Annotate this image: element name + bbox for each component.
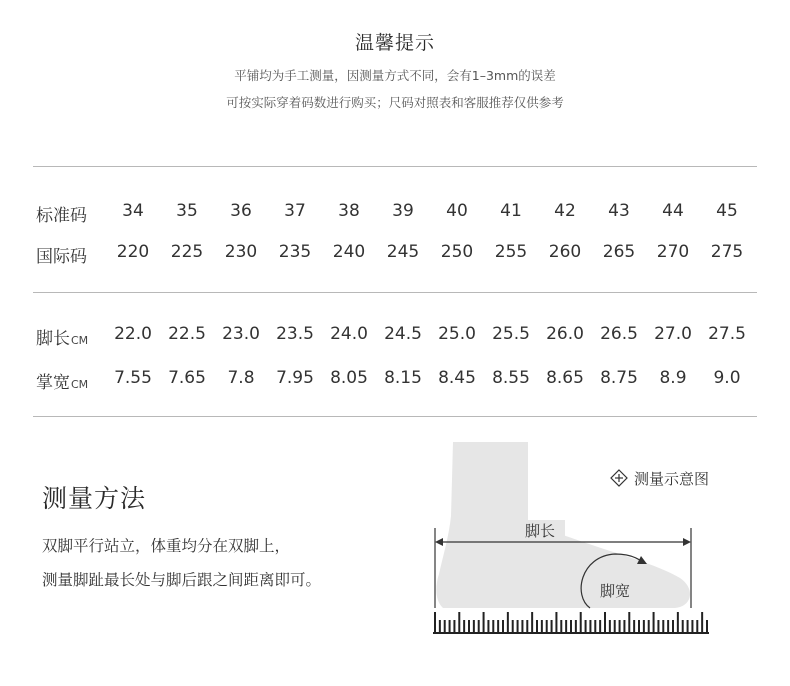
size-cell: 8.05 [330, 368, 368, 388]
size-cell: 225 [170, 242, 204, 262]
size-cell: 34 [122, 201, 144, 221]
size-cell: 38 [338, 201, 360, 221]
width-label: 脚宽 [599, 582, 631, 600]
size-cell: 35 [176, 201, 198, 221]
size-row [0, 242, 790, 266]
size-cell: 36 [230, 201, 252, 221]
size-cell: 270 [656, 242, 690, 262]
foot-diagram [425, 436, 715, 636]
size-cell: 24.0 [330, 324, 368, 344]
method-title: 测量方法 [42, 484, 147, 513]
diagram-legend [610, 468, 709, 491]
size-cell: 230 [224, 242, 258, 262]
size-row [0, 368, 790, 392]
size-cell: 39 [392, 201, 414, 221]
size-cell: 22.5 [168, 324, 206, 344]
row-label [36, 242, 87, 267]
size-cell: 24.5 [384, 324, 422, 344]
size-cell: 9.0 [713, 368, 741, 388]
method-line-1: 双脚平行站立，体重均分在双脚上， [42, 537, 291, 555]
size-cell: 275 [710, 242, 744, 262]
method-line-2: 测量脚趾最长处与脚后跟之间距离即可。 [42, 571, 322, 589]
divider-top [33, 166, 757, 167]
size-cell: 42 [554, 201, 576, 221]
size-cell: 23.5 [276, 324, 314, 344]
size-cell: 25.0 [438, 324, 476, 344]
row-label [36, 368, 88, 393]
size-cell: 7.65 [168, 368, 206, 388]
size-cell: 8.15 [384, 368, 422, 388]
size-cell: 26.5 [600, 324, 638, 344]
length-arrow-right-head [683, 538, 691, 546]
notice-line-2: 可按实际穿着码数进行购买；尺码对照表和客服推荐仅供参考 [226, 95, 564, 110]
size-cell: 235 [278, 242, 312, 262]
size-cell: 23.0 [222, 324, 260, 344]
size-cell: 8.75 [600, 368, 638, 388]
size-cell: 245 [386, 242, 420, 262]
row-label-unit: CM [71, 334, 89, 347]
row-label [36, 201, 87, 226]
size-cell: 45 [716, 201, 738, 221]
row-label-unit: CM [71, 378, 89, 391]
divider-middle [33, 292, 757, 293]
size-cell: 265 [602, 242, 636, 262]
notice-line-1: 平铺均为手工测量，因测量方式不同，会有1–3mm的误差 [234, 68, 556, 83]
size-cell: 27.0 [654, 324, 692, 344]
size-cell: 250 [440, 242, 474, 262]
row-label [36, 324, 88, 349]
row-label-text: 脚长 [36, 329, 70, 349]
size-row [0, 201, 790, 225]
size-cell: 8.9 [659, 368, 687, 388]
size-cell: 220 [116, 242, 150, 262]
size-cell: 27.5 [708, 324, 746, 344]
row-label-text: 掌宽 [36, 373, 70, 393]
size-cell: 22.0 [114, 324, 152, 344]
foot-diagram-svg [425, 436, 715, 636]
size-cell: 7.55 [114, 368, 152, 388]
size-cell: 43 [608, 201, 630, 221]
ruler [433, 612, 709, 633]
size-cell: 8.45 [438, 368, 476, 388]
size-cell: 240 [332, 242, 366, 262]
divider-bottom [33, 416, 757, 417]
compass-icon [610, 469, 628, 491]
legend-label: 测量示意图 [634, 470, 710, 488]
size-cell: 8.65 [546, 368, 584, 388]
size-cell: 8.55 [492, 368, 530, 388]
row-label-text: 国际码 [36, 247, 87, 267]
size-cell: 26.0 [546, 324, 584, 344]
size-row [0, 324, 790, 348]
length-label: 脚长 [524, 522, 556, 540]
size-cell: 7.8 [227, 368, 255, 388]
size-cell: 44 [662, 201, 684, 221]
size-cell: 40 [446, 201, 468, 221]
notice-title: 温馨提示 [354, 32, 435, 54]
size-cell: 255 [494, 242, 528, 262]
size-cell: 7.95 [276, 368, 314, 388]
size-cell: 37 [284, 201, 306, 221]
row-label-text: 标准码 [36, 206, 87, 226]
size-cell: 260 [548, 242, 582, 262]
size-cell: 41 [500, 201, 522, 221]
length-arrow-left-head [435, 538, 443, 546]
size-cell: 25.5 [492, 324, 530, 344]
